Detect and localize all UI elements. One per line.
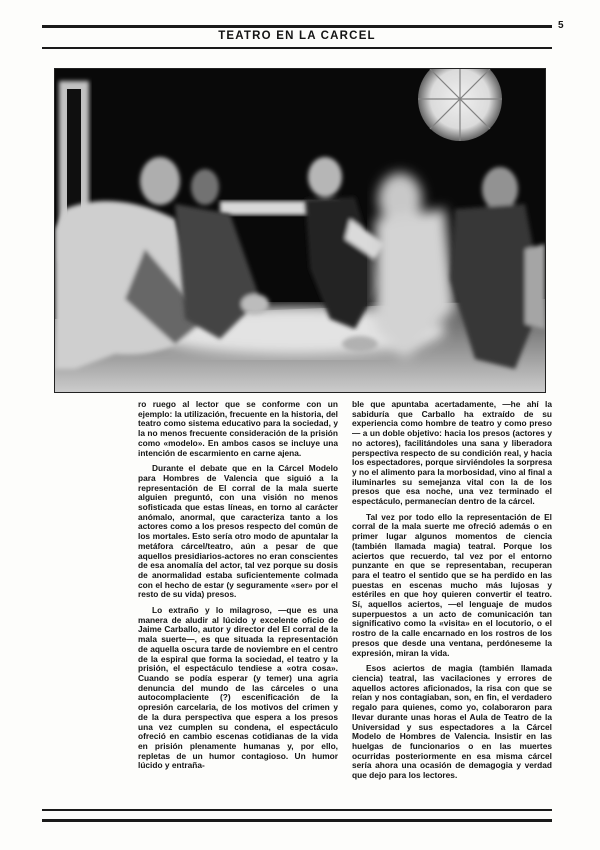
paragraph: Lo extraño y lo milagroso, —que es una manera de aludir al lúcido y excelente oficio de Jaime Carballo, autor y director del El corral de la mala suerte—, es que situada la representación de aquella oscura tarde de noviembre en el centro de la espiral que forma la sociedad, el teatro y la prisión, el espectáculo tendiese a «otra cosa». Cuando se podía esperar (y temer) una agria denuncia del mundo de las cárceles o una autocomplaciente (?) escenificación de la opresión carcelaria, de los motivos del crimen y de la dura perspectiva que espera a los presos una vez cumplen su condena, el espectáculo ofreció en cambio escenas cotidianas de la vida en prisión plenamente humanas y, por ello, repletas de un humor contagioso. Un humor lúcido y entraña- [138,605,338,771]
footer-rule-bottom [42,819,552,822]
paragraph: ro ruego al lector que se conforme con un ejemplo: la utilización, frecuente en la historia, del teatro como sistema educativo para la sociedad, y la no menos frecuente consideración de la prisión como «modelo». En ambos casos se incluye una intención de escarmiento en carne ajena. [138,400,338,458]
paragraph: Esos aciertos de magia (también llamada ciencia) teatral, las vacilaciones y errores de aquellos actores aficionados, la risa con que se reían y nos contagiaban, son, en fin, el verdadero regalo para quienes, como yo, colaboraron para llevar durante unas horas el Aula de Teatro de la Universidad y sus espectadores a la Cárcel Modelo de Hombres de Valencia. Insistir en las huelgas de funcionarios o en las muertes ocurridas posteriormente en esa misma cárcel sería ahora una ocasión de demagogia y verdad que dejo para los lectores. [352,663,552,781]
paragraph: Durante el debate que en la Cárcel Modelo para Hombres de Valencia que siguió a la representación de El corral de la mala suerte alguien preguntó, con una visión no menos sofisticada que estas líneas, en torno al carácter anómalo, anormal, que caracteriza tanto a los actores como a los presos respecto del común de los mortales. Esto sería otro modo de apuntalar la metáfora cárcel/teatro, aún a pesar de que aquellos presidiarios-actores no eran conscientes de esa anomalía del actor, tal vez porque su dosis de anormalidad estaba suficientemente colmada con el hecho de estar (y seguramente «ser» por el resto de su vida) presos. [138,463,338,600]
paragraph: ble que apuntaba acertadamente, —he ahí la sabiduría que Carballo ha extraído de su experiencia como hombre de teatro y como preso— a un doble objetivo: hacia los presos (actores y no actores), facilitándoles una sana y liberadora perspectiva respecto de su condición real, y hacia los espectadores, porque sirviéndoles la sorpresa y no el alimento para la morbosidad, vino al final a iluminarles su semejanza vital con la de los presos que esa noche, una vez terminado el espectáculo, permanecían dentro de la cárcel. [352,400,552,507]
header-rule-top [42,25,552,28]
section-title: TEATRO EN LA CARCEL [218,30,376,42]
theater-photo [54,68,546,393]
article-column-right [352,400,552,798]
paragraph: Tal vez por todo ello la representación de El corral de la mala suerte me ofreció además o en primer lugar algunos momentos de ciencia (también llamada magia) teatral. Porque los aciertos que recuerdo, tal vez por el entorno punzante en que se representaban, recuperan para el teatro el sentido que se ha perdido en las puestas en escenas mucho más lujosas y estériles en que hoy quieren convertir el teatro. Sí, aquellos aciertos, —el lenguaje de mudos superpuestos a un acto de comunicación tan significativo como la «visita» en el locutorio, o el rostro de la calle encarnado en los rostros de los presos que desde una ventana, perdóneseme la expresión, miran la vida. [352,511,552,658]
theater-photo-image [55,69,545,392]
page-number: 5 [558,20,564,31]
footer-rule-top [42,809,552,811]
article-column-left [138,400,338,798]
header-rule-bottom [42,47,552,49]
